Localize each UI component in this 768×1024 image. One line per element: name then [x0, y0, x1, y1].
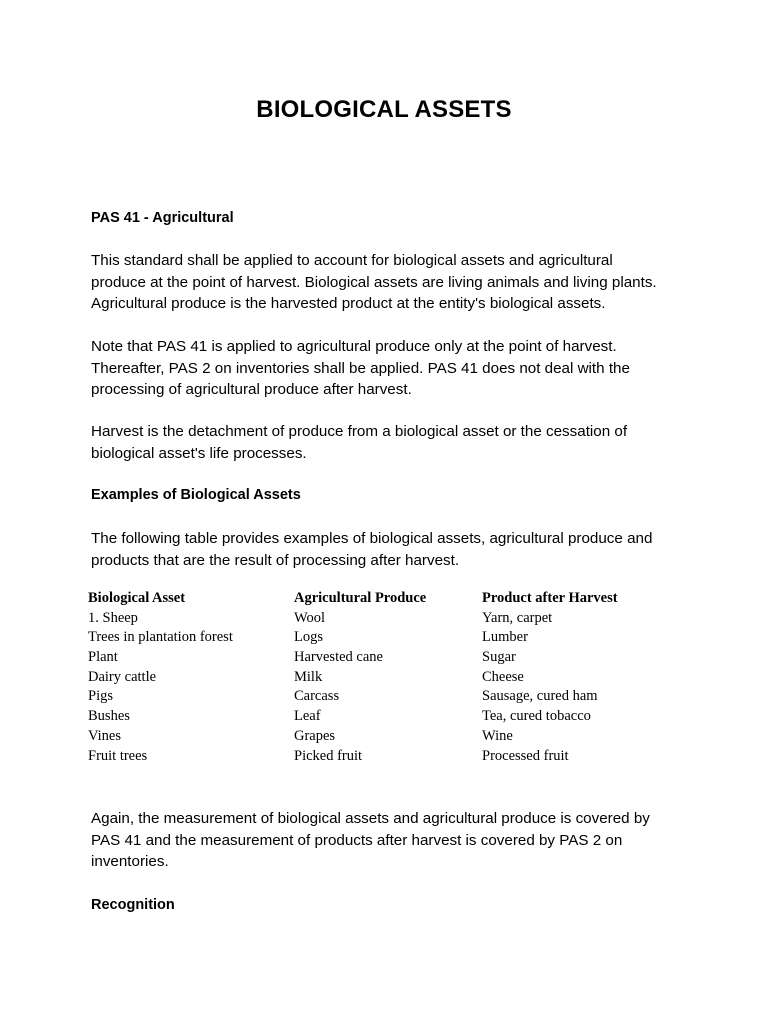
- table-cell: Milk: [294, 668, 323, 685]
- paragraph-line: inventories.: [91, 853, 169, 870]
- paragraph-line: Again, the measurement of biological assets and agricultural produce is covered by: [91, 810, 650, 827]
- paragraph-standard-scope: [91, 250, 691, 315]
- table-cell: Pigs: [88, 688, 113, 705]
- paragraph-line: This standard shall be applied to account for biological assets and agricultural: [91, 252, 613, 269]
- document-title: BIOLOGICAL ASSETS: [256, 96, 512, 123]
- table-cell: Bushes: [88, 708, 130, 725]
- paragraph-line: Note that PAS 41 is applied to agricultural produce only at the point of harvest.: [91, 338, 617, 355]
- table-cell: Cheese: [482, 668, 524, 685]
- paragraph-line: Agricultural produce is the harvested product at the entity's biological assets.: [91, 295, 606, 312]
- table-cell: Dairy cattle: [88, 668, 157, 685]
- section-heading-pas41: PAS 41 - Agricultural: [91, 210, 234, 226]
- table-cell: Yarn, carpet: [482, 609, 553, 626]
- paragraph-measurement: [91, 808, 691, 873]
- paragraph-line: Thereafter, PAS 2 on inventories shall be applied. PAS 41 does not deal with the: [91, 359, 630, 377]
- table-cell: Processed fruit: [482, 747, 569, 764]
- table-header-cell: Agricultural Produce: [294, 590, 427, 606]
- paragraph-line: Harvest is the detachment of produce from a biological asset or the cessation of: [91, 423, 628, 440]
- paragraph-line: PAS 41 and the measurement of products after harvest is covered by PAS 2 on: [91, 831, 623, 849]
- table-cell: Wool: [294, 609, 326, 626]
- paragraph-line: products that are the result of processing after harvest.: [91, 551, 460, 569]
- section-heading-examples: Examples of Biological Assets: [91, 487, 301, 503]
- table-cell: Sugar: [482, 649, 516, 666]
- paragraph-line: biological asset's life processes.: [91, 444, 307, 462]
- table-cell: Fruit trees: [88, 747, 148, 764]
- paragraph-point-of-harvest: [91, 336, 691, 401]
- table-cell: 1. Sheep: [88, 609, 138, 626]
- table-cell: Plant: [88, 649, 118, 666]
- table-header-cell: Product after Harvest: [482, 590, 618, 606]
- table-cell: Harvested cane: [294, 649, 383, 666]
- paragraph-line: produce at the point of harvest. Biological assets are living animals and living plants.: [91, 273, 657, 291]
- section-heading-recognition: Recognition: [91, 897, 175, 913]
- paragraph-harvest-definition: [91, 421, 691, 464]
- table-cell: Sausage, cured ham: [482, 688, 598, 705]
- table-header-cell: Biological Asset: [88, 590, 186, 606]
- paragraph-line: processing of agricultural produce after harvest.: [91, 381, 412, 398]
- table-cell: Wine: [482, 727, 513, 744]
- table-cell: Carcass: [294, 688, 340, 705]
- table-cell: Trees in plantation forest: [88, 629, 233, 646]
- table-cell: Logs: [294, 629, 323, 646]
- table-cell: Vines: [88, 727, 121, 744]
- paragraph-table-intro: [91, 528, 691, 571]
- paragraph-line: The following table provides examples of biological assets, agricultural produce and: [91, 530, 653, 547]
- table-cell: Picked fruit: [294, 747, 363, 764]
- table-cell: Lumber: [482, 629, 528, 646]
- table-cell: Tea, cured tobacco: [482, 708, 591, 725]
- table-cell: Grapes: [294, 727, 336, 744]
- table-cell: Leaf: [294, 708, 321, 725]
